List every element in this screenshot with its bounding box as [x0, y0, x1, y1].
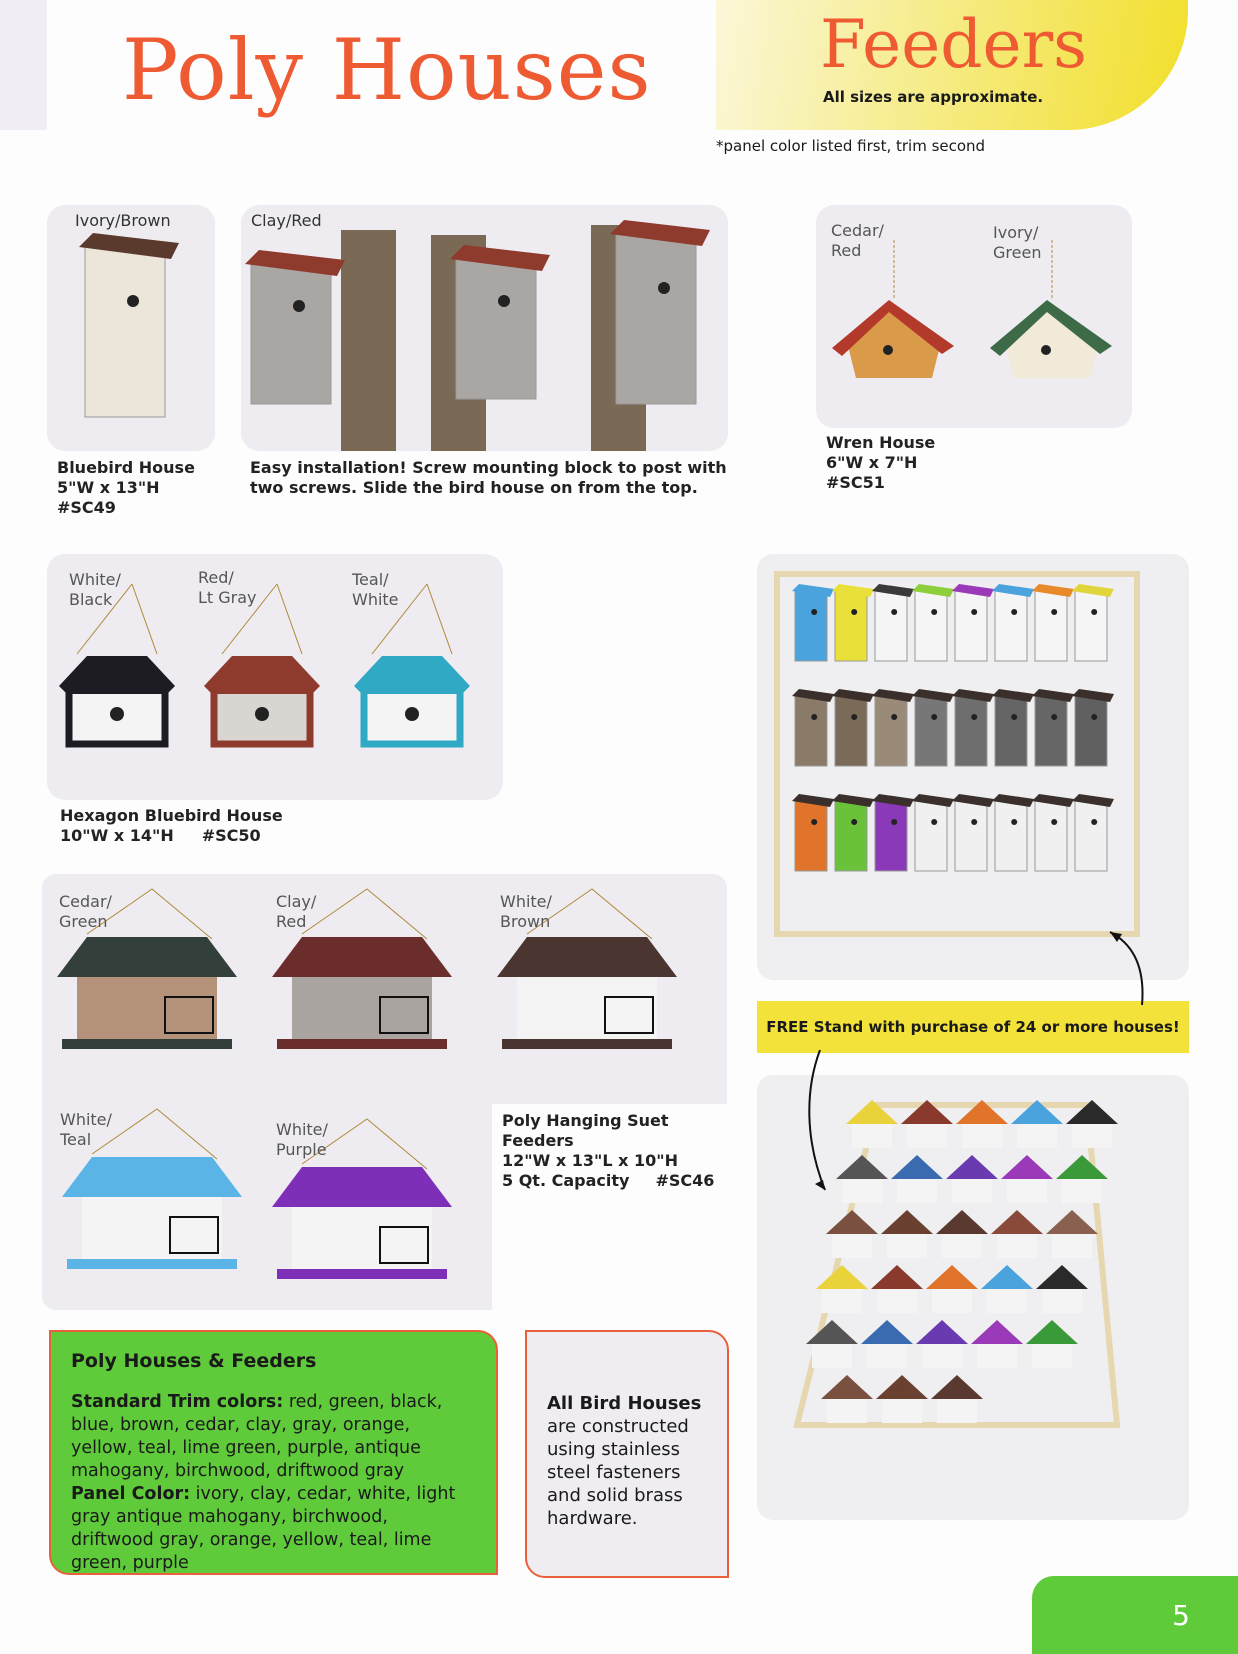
product-size: 5"W x 13"H: [57, 478, 160, 497]
house-body: [1075, 801, 1107, 871]
wren-roof: [871, 1265, 923, 1289]
feeder-body: [82, 1189, 222, 1259]
entry-hole: [971, 714, 977, 720]
feeder-base: [62, 1039, 232, 1049]
chain: [302, 889, 427, 939]
color-label: Red: [831, 241, 862, 260]
wren-roof: [876, 1375, 928, 1399]
entry-hole: [255, 707, 269, 721]
entry-hole: [1091, 609, 1097, 615]
product-caption: [60, 806, 283, 846]
feeder-body: [77, 969, 217, 1039]
house-body: [915, 696, 947, 766]
trim-colors: red, green, black, blue, brown, cedar, clay, gray, orange, yellow, teal, lime green, purple, antique mahogany, birchwood, driftwood gray: [71, 1392, 443, 1481]
house-body: [995, 801, 1027, 871]
house-body: [835, 801, 867, 871]
house-body: [835, 696, 867, 766]
wren-roof: [816, 1265, 868, 1289]
feeder-base: [502, 1039, 672, 1049]
wren-roof: [826, 1210, 878, 1234]
feeder-body: [292, 969, 432, 1039]
color-label: Lt Gray: [198, 588, 257, 607]
entry-hole: [971, 819, 977, 825]
trim-panel-colors-box: [49, 1330, 498, 1575]
wren-roof: [981, 1265, 1033, 1289]
product-name: Wren House: [826, 433, 936, 452]
color-label: Purple: [276, 1140, 327, 1159]
construction-title: All Bird Houses: [547, 1393, 702, 1414]
house-body: [616, 234, 696, 404]
product-sku: #SC46: [655, 1171, 715, 1190]
corner-strip: [0, 0, 47, 130]
wren-roof: [881, 1210, 933, 1234]
house-body: [795, 801, 827, 871]
color-label: Teal/: [352, 570, 389, 589]
feeders-panel: [42, 874, 727, 1310]
product-sku: #SC51: [826, 473, 885, 492]
house-body: [795, 696, 827, 766]
entry-hole: [891, 609, 897, 615]
product-caption: [502, 1111, 727, 1191]
color-label: White/: [69, 570, 121, 589]
house-body: [915, 591, 947, 661]
free-stand-promo: FREE Stand with purchase of 24 or more houses!: [757, 1001, 1189, 1053]
entry-hole: [110, 707, 124, 721]
color-label: White: [352, 590, 399, 609]
color-label: Ivory/Brown: [75, 211, 171, 230]
sizes-note: All sizes are approximate.: [823, 88, 1044, 106]
entry-hole: [851, 609, 857, 615]
house-body: [795, 591, 827, 661]
entry-hole: [971, 609, 977, 615]
page-title: Poly Houses: [122, 21, 652, 119]
feeder-base: [67, 1259, 237, 1269]
house-body: [456, 259, 536, 399]
product-name: Bluebird House: [57, 458, 195, 477]
product-size: 10"W x 14"H: [60, 826, 174, 845]
color-label: Cedar/: [59, 892, 112, 911]
house-roof: [204, 656, 320, 694]
house-body: [995, 696, 1027, 766]
product-size: 12"W x 13"L x 10"H: [502, 1151, 678, 1170]
entry-hole: [498, 295, 510, 307]
wren-roof: [861, 1320, 913, 1344]
entry-hole: [1041, 345, 1051, 355]
color-label: Red: [276, 912, 307, 931]
feeder-roof: [272, 937, 452, 977]
house-body: [1075, 696, 1107, 766]
trim-label: Standard Trim colors:: [71, 1392, 284, 1412]
feeder-base: [277, 1269, 447, 1279]
product-size: 6"W x 7"H: [826, 453, 918, 472]
feeder-roof: [272, 1167, 452, 1207]
color-label: Clay/: [276, 892, 317, 911]
entry-hole: [811, 714, 817, 720]
feeder-body: [517, 969, 657, 1039]
page-number: 5: [1032, 1576, 1238, 1654]
wren-roof: [991, 1210, 1043, 1234]
display-stand-photo-shelves: [757, 554, 1189, 980]
entry-hole: [811, 819, 817, 825]
entry-hole: [1051, 819, 1057, 825]
entry-hole: [891, 819, 897, 825]
color-label: Green: [59, 912, 108, 931]
arrow-icon: [790, 920, 1150, 1210]
entry-hole: [811, 609, 817, 615]
wren-roof: [936, 1210, 988, 1234]
house-body: [1035, 696, 1067, 766]
bluebird-panel: [47, 205, 215, 451]
house-body: [1035, 801, 1067, 871]
house-body: [85, 247, 165, 417]
wren-roof: [971, 1320, 1023, 1344]
house-body: [955, 591, 987, 661]
entry-hole: [127, 295, 139, 307]
house-body: [1075, 591, 1107, 661]
product-caption: [826, 433, 935, 493]
color-label: White/: [500, 892, 552, 911]
wooden-post: [341, 230, 396, 451]
wren-roof: [821, 1375, 873, 1399]
installation-steps-image: [241, 205, 728, 451]
color-label: Ivory/: [993, 223, 1039, 242]
wren-roof: [806, 1320, 858, 1344]
entry-hole: [851, 819, 857, 825]
entry-hole: [1091, 714, 1097, 720]
wren-roof: [1026, 1320, 1078, 1344]
color-label: Green: [993, 243, 1042, 262]
entry-hole: [931, 714, 937, 720]
construction-text: are constructed using stainless steel fasteners and solid brass hardware.: [547, 1416, 689, 1529]
hexagon-panel: [47, 554, 503, 800]
entry-hole: [891, 714, 897, 720]
house-roof: [354, 656, 470, 694]
color-label: Brown: [500, 912, 551, 931]
wren-roof: [931, 1375, 983, 1399]
color-label: Teal: [60, 1130, 92, 1149]
wren-roof: [926, 1265, 978, 1289]
entry-hole: [1051, 609, 1057, 615]
section-title: Feeders: [820, 6, 1088, 83]
entry-hole: [1011, 609, 1017, 615]
color-label: Black: [69, 590, 113, 609]
house-body: [251, 264, 331, 404]
color-order-note: *panel color listed first, trim second: [716, 137, 986, 155]
house-body: [955, 801, 987, 871]
box-title: Poly Houses & Feeders: [71, 1350, 317, 1372]
chain: [427, 584, 452, 654]
house-body: [995, 591, 1027, 661]
feeder-body: [292, 1199, 432, 1269]
product-name: Poly Hanging Suet Feeders: [502, 1111, 669, 1150]
chain: [277, 584, 302, 654]
product-sku: #SC50: [201, 826, 261, 845]
panel-label: Panel Color:: [71, 1484, 191, 1504]
product-sku: #SC49: [57, 498, 116, 517]
color-label: Clay/Red: [251, 211, 322, 230]
wren-roof: [1036, 1265, 1088, 1289]
house-body: [915, 801, 947, 871]
entry-hole: [1091, 819, 1097, 825]
bluebird-house-image: [47, 205, 215, 451]
house-roof: [59, 656, 175, 694]
entry-hole: [1051, 714, 1057, 720]
suet-feeder-images: [42, 874, 727, 1310]
entry-hole: [658, 282, 670, 294]
entry-hole: [931, 609, 937, 615]
product-capacity: 5 Qt. Capacity: [502, 1171, 630, 1190]
entry-hole: [931, 819, 937, 825]
house-body: [875, 696, 907, 766]
color-label: Cedar/: [831, 221, 884, 240]
feeder-roof: [497, 937, 677, 977]
entry-hole: [1011, 714, 1017, 720]
feeder-base: [277, 1039, 447, 1049]
product-caption: [57, 458, 195, 518]
wren-roof: [1046, 1210, 1098, 1234]
entry-hole: [851, 714, 857, 720]
wren-panel: [816, 205, 1132, 428]
product-name: Hexagon Bluebird House: [60, 806, 283, 825]
feeder-roof: [57, 937, 237, 977]
house-body: [1035, 591, 1067, 661]
entry-hole: [405, 707, 419, 721]
house-body: [875, 591, 907, 661]
color-label: White/: [60, 1110, 112, 1129]
wren-roof: [916, 1320, 968, 1344]
entry-hole: [883, 345, 893, 355]
house-body: [875, 801, 907, 871]
panel-colors: ivory, clay, cedar, white, light gray antique mahogany, birchwood, driftwood gray, orange, yellow, teal, lime green, purple: [71, 1484, 456, 1573]
installation-panel: [241, 205, 728, 451]
entry-hole: [293, 300, 305, 312]
entry-hole: [1011, 819, 1017, 825]
feeder-roof: [62, 1157, 242, 1197]
house-body: [835, 591, 867, 661]
color-label: White/: [276, 1120, 328, 1139]
color-label: Red/: [198, 568, 234, 587]
installation-caption: Easy installation! Screw mounting block to post with two screws. Slide the bird house on from the top.: [250, 458, 727, 497]
chain: [132, 584, 157, 654]
construction-box: [525, 1330, 729, 1578]
house-body: [955, 696, 987, 766]
